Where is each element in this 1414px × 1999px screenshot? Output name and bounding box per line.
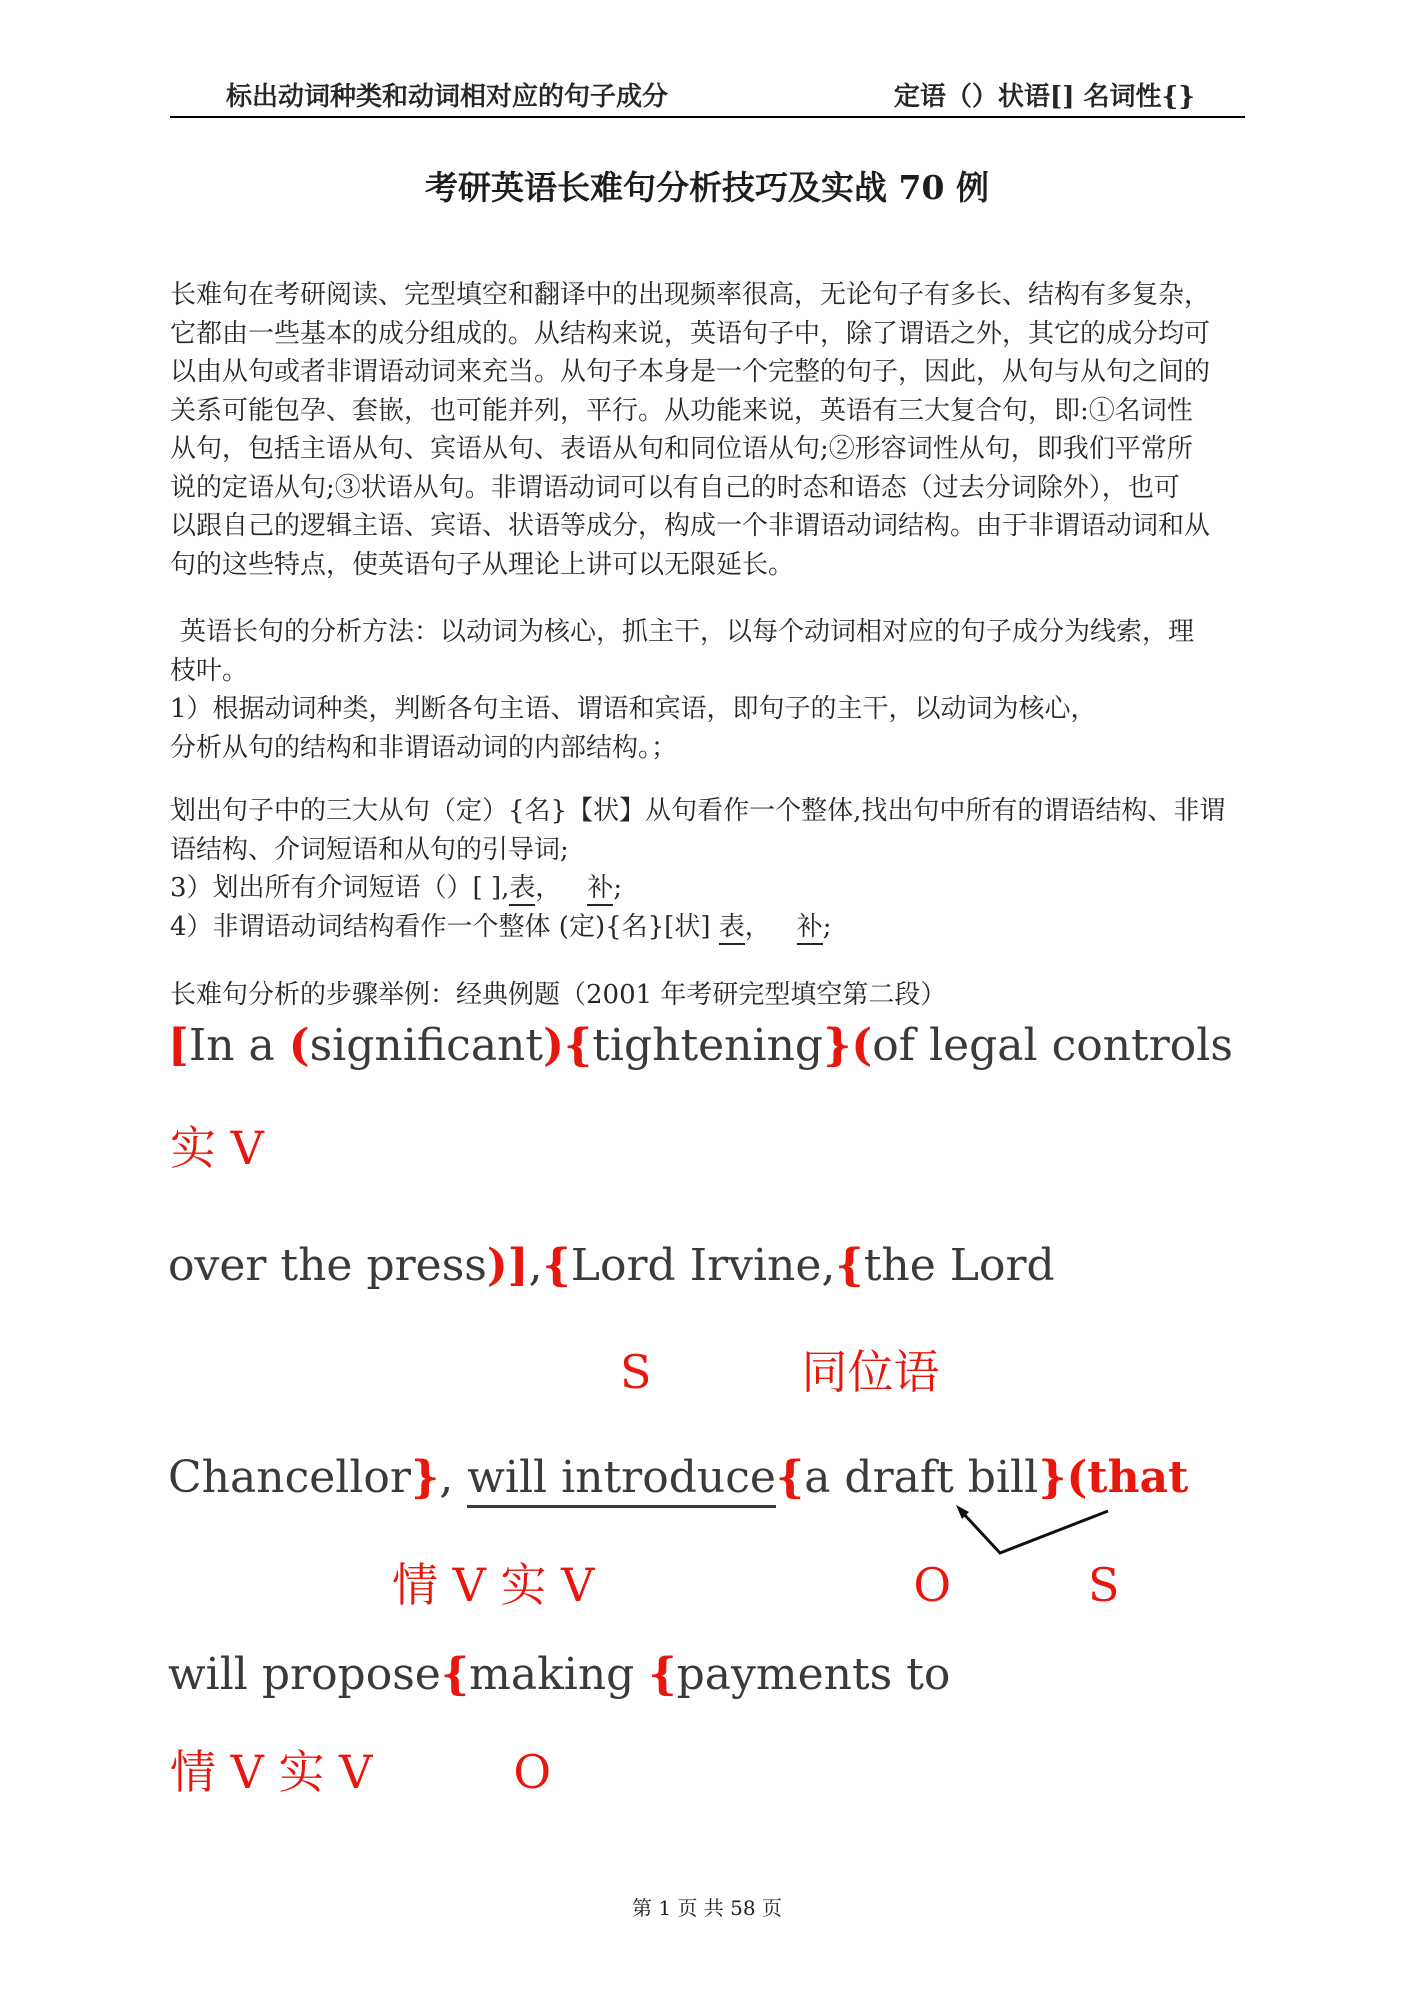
text-line: 1）根据动词种类，判断各句主语、谓语和宾语，即句子的主干，以动词为核心， (170, 694, 1097, 724)
text-line: 枝叶。 (170, 655, 249, 686)
sentence-line-2 (168, 1236, 1368, 1296)
text-segment: 4）非谓语动词结构看作一个整体 (定){名}[状] (170, 911, 719, 942)
text-segment: of legal controls (872, 1020, 1233, 1071)
header-left-text: 标出动词种类和动词相对应的句子成分 (226, 82, 669, 112)
text-segment: a draft bill (804, 1452, 1039, 1503)
annotation-line-2 (170, 1342, 1370, 1402)
underlined-term: 补 (797, 912, 823, 945)
object-label: O (513, 1745, 552, 1799)
text-segment: 3）划出所有介词短语（）[ ], (170, 873, 510, 903)
text-line: 英语长句的分析方法：以动词为核心，抓主干，以每个动词相对应的句子成分为线索，理 (180, 617, 1195, 647)
apposition-label: 同位语 (801, 1345, 940, 1399)
header-right-text: 定语（）状语[] 名词性{} (893, 82, 1195, 112)
text-line: 语结构、介词短语和从句的引导词; (170, 834, 569, 865)
underlined-term: 补 (587, 873, 613, 906)
text-segment: , (439, 1452, 468, 1503)
text-line: 关系可能包孕、套嵌，也可能并列，平行。从功能来说，英语有三大复合句，即:①名词性 (170, 395, 1193, 426)
text-segment: Lord Irvine, (570, 1240, 836, 1291)
header-divider (170, 116, 1245, 118)
text-line: 长难句在考研阅读、完型填空和翻译中的出现频率很高，无论句子有多长、结构有多复杂， (170, 280, 1211, 310)
brace-open: { (835, 1240, 864, 1291)
paren-bracket-close: )] (486, 1240, 529, 1291)
brace-open: { (563, 1020, 593, 1071)
paren-open: ( (851, 1020, 873, 1071)
text-segment: significant (309, 1020, 544, 1071)
sentence-line-4 (168, 1645, 1368, 1705)
text-segment: will propose (168, 1649, 441, 1700)
text-segment: In a (188, 1020, 289, 1071)
verb-label: 情 V 实 V (170, 1745, 373, 1799)
text-segment: , (528, 1240, 543, 1291)
sentence-line-1 (168, 1016, 1368, 1076)
brace-open: { (542, 1240, 571, 1291)
text-segment: ; (822, 911, 832, 942)
brace-open: { (648, 1649, 677, 1700)
text-segment: ， (535, 873, 562, 903)
underlined-verb: will introduce (467, 1452, 776, 1508)
paragraph-intro (170, 276, 1290, 584)
subject-label: S (1088, 1558, 1120, 1612)
text-line: 说的定语从句;③状语从句。非谓语动词可以有自己的时态和语态（过去分词除外），也可 (170, 472, 1180, 503)
text-line (170, 908, 1290, 947)
text-line: 句的这些特点，使英语句子从理论上讲可以无限延长。 (170, 549, 795, 580)
subject-label: S (620, 1345, 652, 1399)
text-line: 从句，包括主语从句、宾语从句、表语从句和同位语从句;②形容词性从句，即我们平常所 (170, 434, 1193, 464)
underlined-term: 表 (509, 873, 535, 906)
annotation-line-4 (170, 1742, 1370, 1802)
page-number: 第 1 页 共 58 页 (632, 1896, 782, 1920)
text-line: 划出句子中的三大从句（定）{名}【状】从句看作一个整体,找出句中所有的谓语结构、非谓 (170, 796, 1226, 826)
brace-close: } (1038, 1452, 1067, 1503)
text-segment: ， (744, 911, 771, 942)
paragraph-method (170, 613, 1290, 767)
text-line: 以跟自己的逻辑主语、宾语、状语等成分，构成一个非谓语动词结构。由于非谓语动词和从 (170, 511, 1211, 541)
text-segment: Chancellor (168, 1452, 411, 1503)
text-line: 以由从句或者非谓语动词来充当。从句子本身是一个完整的句子，因此，从句与从句之间的 (170, 357, 1211, 387)
annotation-line-3 (170, 1555, 1370, 1615)
verb-label: 情 V 实 V (392, 1558, 595, 1612)
paren-that: (that (1066, 1452, 1189, 1503)
verb-label: 实 V (170, 1121, 264, 1175)
annotation-line-1 (170, 1118, 1370, 1178)
text-line: 它都由一些基本的成分组成的。从结构来说，英语句子中，除了谓语之外，其它的成分均可 (170, 318, 1211, 349)
text-line: 分析从句的结构和非谓语动词的内部结构。； (170, 732, 678, 763)
page-title: 考研英语长难句分析技巧及实战 70 例 (425, 168, 989, 207)
brace-close: } (823, 1020, 852, 1071)
brace-open: { (775, 1452, 805, 1503)
text-segment: the Lord (863, 1240, 1055, 1291)
bracket-open: [ (168, 1020, 189, 1071)
example-caption: 长难句分析的步骤举例：经典例题（2001 年考研完型填空第二段） (170, 980, 947, 1010)
text-segment: over the press (168, 1240, 487, 1291)
text-segment: payments to (676, 1649, 951, 1700)
brace-open: { (440, 1649, 470, 1700)
text-segment: tightening (592, 1020, 824, 1071)
object-label: O (913, 1558, 952, 1612)
brace-close: } (410, 1452, 440, 1503)
text-segment: making (469, 1649, 649, 1700)
paren-close: ) (543, 1020, 564, 1071)
underlined-term: 表 (719, 912, 745, 945)
text-line (170, 869, 1290, 908)
text-segment: ; (613, 873, 623, 903)
sentence-line-3 (168, 1448, 1368, 1508)
paragraph-steps (170, 792, 1290, 946)
page-header (170, 76, 1245, 113)
paren-open: ( (288, 1020, 310, 1071)
